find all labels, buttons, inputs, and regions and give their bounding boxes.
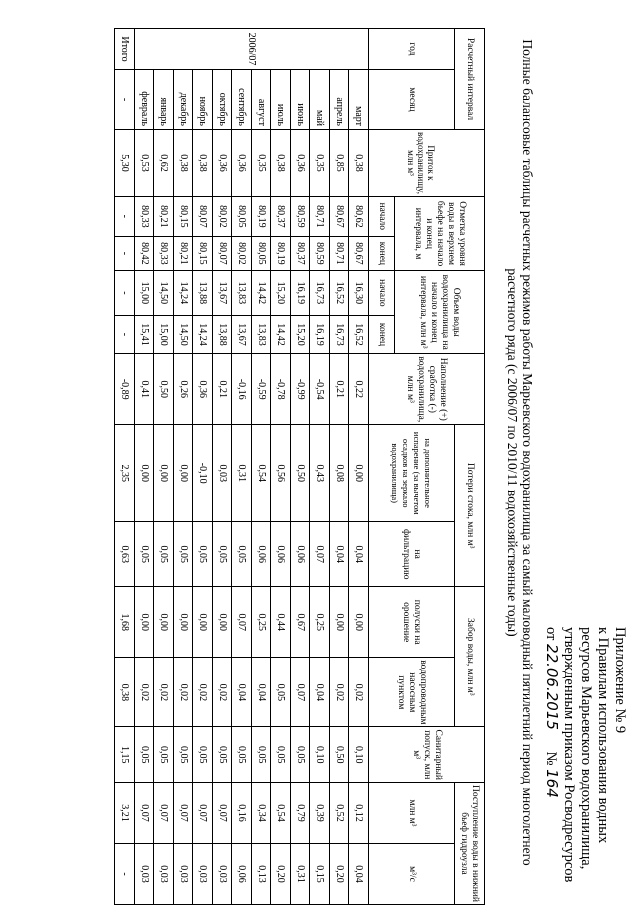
value-cell-flow: 0,20 [271, 844, 291, 905]
value-cell-vol_e: 16,52 [349, 315, 369, 354]
total-cell-san: 1,15 [115, 727, 135, 783]
value-cell-filt: 0,06 [252, 522, 272, 587]
value-cell-evap: 0,54 [252, 425, 272, 522]
table-row [310, 29, 330, 905]
value-cell-vol_s: 15,20 [271, 271, 291, 315]
value-cell-ws: 0,02 [154, 658, 174, 727]
value-cell-san: 0,05 [252, 727, 272, 783]
value-cell-down: 0,07 [174, 783, 194, 844]
header-m3s: м³/с [369, 844, 455, 905]
value-cell-vol_e: 14,50 [174, 315, 194, 354]
value-cell-lvl_e: 80,07 [213, 236, 233, 271]
value-cell-ws: 0,02 [174, 658, 194, 727]
value-cell-acc: 0,26 [174, 354, 194, 425]
value-cell-vol_e: 13,83 [252, 315, 272, 354]
value-cell-down: 0,07 [135, 783, 155, 844]
handwritten-date: 22.06.2015 [543, 644, 561, 730]
value-cell-filt: 0,05 [135, 522, 155, 587]
value-cell-inflow: 0,35 [252, 130, 272, 197]
month-cell: сентябрь [232, 70, 252, 130]
value-cell-vol_e: 15,41 [135, 315, 155, 354]
table-row [330, 29, 350, 905]
total-cell-month: - [115, 70, 135, 130]
header-level-end: конец [369, 236, 395, 271]
value-cell-evap: 0,03 [213, 425, 233, 522]
value-cell-lvl_s: 80,21 [154, 196, 174, 236]
value-cell-acc: -0,99 [291, 354, 311, 425]
value-cell-flow: 0,13 [252, 844, 272, 905]
total-cell-acc: -0,89 [115, 354, 135, 425]
value-cell-san: 0,05 [232, 727, 252, 783]
value-cell-vol_e: 15,00 [154, 315, 174, 354]
month-cell: апрель [330, 70, 350, 130]
balance-table [115, 28, 486, 905]
month-cell: декабрь [174, 70, 194, 130]
value-cell-evap: -0,10 [193, 425, 213, 522]
table-row [213, 29, 233, 905]
value-cell-san: 0,05 [213, 727, 233, 783]
value-cell-inflow: 0,36 [232, 130, 252, 197]
appendix-header [542, 627, 628, 883]
value-cell-lvl_s: 80,33 [135, 196, 155, 236]
value-cell-lvl_s: 80,37 [271, 196, 291, 236]
header-level: Отметка уровня воды в верхнем бьефе на начало и конец интервала, м [395, 196, 485, 270]
value-cell-evap: 0,00 [154, 425, 174, 522]
value-cell-vol_e: 15,20 [291, 315, 311, 354]
table-row [252, 29, 272, 905]
header-losses: Потери стока, млн м³ [455, 425, 485, 587]
value-cell-vol_e: 13,88 [213, 315, 233, 354]
header-month: месяц [369, 70, 455, 130]
value-cell-inflow: 0,62 [154, 130, 174, 197]
value-cell-filt: 0,05 [213, 522, 233, 587]
total-cell-ws: 0,38 [115, 658, 135, 727]
total-cell-irr: 1,68 [115, 587, 135, 658]
header-level-start: начало [369, 196, 395, 236]
value-cell-san: 0,05 [291, 727, 311, 783]
month-cell: июнь [291, 70, 311, 130]
value-cell-inflow: 0,85 [330, 130, 350, 197]
header-accumulation: Наполнение (+) сработка (-) водохранилища, млн м³ [369, 354, 485, 425]
month-cell: январь [154, 70, 174, 130]
header-filtration: на фильтрацию [369, 522, 455, 587]
value-cell-lvl_e: 80,59 [310, 236, 330, 271]
value-cell-ws: 0,04 [310, 658, 330, 727]
value-cell-filt: 0,05 [193, 522, 213, 587]
value-cell-vol_s: 16,52 [330, 271, 350, 315]
value-cell-san: 0,05 [193, 727, 213, 783]
value-cell-down: 0,12 [349, 783, 369, 844]
value-cell-lvl_e: 80,42 [135, 236, 155, 271]
value-cell-flow: 0,03 [193, 844, 213, 905]
value-cell-filt: 0,05 [174, 522, 194, 587]
header-volume-start: начало [369, 271, 395, 315]
value-cell-flow: 0,04 [349, 844, 369, 905]
value-cell-lvl_s: 80,15 [174, 196, 194, 236]
value-cell-evap: 0,56 [271, 425, 291, 522]
value-cell-lvl_e: 80,15 [193, 236, 213, 271]
month-cell: июль [271, 70, 291, 130]
appendix-line1: Приложение № 9 [612, 627, 628, 734]
value-cell-vol_s: 13,83 [232, 271, 252, 315]
value-cell-lvl_s: 80,62 [349, 196, 369, 236]
value-cell-lvl_e: 80,19 [271, 236, 291, 271]
value-cell-flow: 0,06 [232, 844, 252, 905]
table-row [291, 29, 311, 905]
value-cell-down: 0,34 [252, 783, 272, 844]
value-cell-acc: 0,41 [135, 354, 155, 425]
value-cell-irr: 0,25 [310, 587, 330, 658]
value-cell-vol_s: 14,24 [174, 271, 194, 315]
value-cell-acc: 0,36 [193, 354, 213, 425]
value-cell-filt: 0,04 [330, 522, 350, 587]
value-cell-lvl_s: 80,02 [213, 196, 233, 236]
value-cell-irr: 0,67 [291, 587, 311, 658]
value-cell-acc: 0,21 [330, 354, 350, 425]
month-cell: ноябрь [193, 70, 213, 130]
total-label: Итого [115, 29, 135, 70]
value-cell-down: 0,39 [310, 783, 330, 844]
value-cell-vol_e: 13,67 [232, 315, 252, 354]
value-cell-acc: 0,22 [349, 354, 369, 425]
value-cell-san: 0,05 [174, 727, 194, 783]
value-cell-filt: 0,04 [349, 522, 369, 587]
handwritten-number: 164 [543, 769, 561, 798]
value-cell-ws: 0,02 [193, 658, 213, 727]
value-cell-flow: 0,31 [291, 844, 311, 905]
value-cell-evap: 0,00 [174, 425, 194, 522]
year-cell: 2006/07 [135, 29, 369, 70]
month-cell: октябрь [213, 70, 233, 130]
total-cell-down: 3,21 [115, 783, 135, 844]
appendix-date-line: от 22.06.2015 № 164 [543, 627, 561, 798]
value-cell-san: 0,05 [154, 727, 174, 783]
value-cell-flow: 0,03 [135, 844, 155, 905]
value-cell-inflow: 0,38 [193, 130, 213, 197]
header-evaporation: на дополнительное испарение (за вычетом осадков на зеркало водохранилища) [369, 425, 455, 522]
value-cell-san: 0,50 [330, 727, 350, 783]
table-row [271, 29, 291, 905]
value-cell-acc: 0,50 [154, 354, 174, 425]
value-cell-lvl_e: 80,33 [154, 236, 174, 271]
value-cell-acc: -0,59 [252, 354, 272, 425]
value-cell-ws: 0,02 [135, 658, 155, 727]
header-sanitary: Санитарный попуск, млн м³ [369, 727, 485, 783]
value-cell-ws: 0,05 [271, 658, 291, 727]
value-cell-irr: 0,00 [174, 587, 194, 658]
value-cell-inflow: 0,38 [271, 130, 291, 197]
document-title: Полные балансовые таблицы расчетных режимов работы Марьевского водохранилища за самый маловодный пятилетний период многолетнего расчетного ряда (с 2006/07 по 2010/11 водохозяйственные годы) [505, 39, 535, 866]
table-row [135, 29, 155, 905]
value-cell-lvl_s: 80,71 [310, 196, 330, 236]
value-cell-down: 0,07 [154, 783, 174, 844]
value-cell-vol_s: 16,19 [291, 271, 311, 315]
total-cell-filt: 0,63 [115, 522, 135, 587]
total-cell-vol_e: - [115, 315, 135, 354]
value-cell-down: 0,16 [232, 783, 252, 844]
value-cell-lvl_e: 80,05 [252, 236, 272, 271]
value-cell-inflow: 0,53 [135, 130, 155, 197]
value-cell-vol_s: 16,30 [349, 271, 369, 315]
appendix-line4: утвержденным приказом Росводресурсов [561, 627, 577, 883]
value-cell-acc: -0,78 [271, 354, 291, 425]
value-cell-flow: 0,03 [213, 844, 233, 905]
value-cell-vol_e: 14,24 [193, 315, 213, 354]
value-cell-inflow: 0,36 [213, 130, 233, 197]
value-cell-san: 0,10 [310, 727, 330, 783]
value-cell-ws: 0,02 [349, 658, 369, 727]
value-cell-filt: 0,05 [232, 522, 252, 587]
header-withdrawal: Забор воды, млн м³ [455, 587, 485, 727]
table-row [349, 29, 369, 905]
total-cell-lvl_e: - [115, 236, 135, 271]
month-cell: февраль [135, 70, 155, 130]
table-row [154, 29, 174, 905]
value-cell-lvl_s: 80,05 [232, 196, 252, 236]
header-irrigation: полуски на орошение [369, 587, 455, 658]
value-cell-san: 0,05 [135, 727, 155, 783]
value-cell-vol_s: 15,00 [135, 271, 155, 315]
value-cell-irr: 0,00 [330, 587, 350, 658]
value-cell-vol_s: 16,73 [310, 271, 330, 315]
value-cell-flow: 0,03 [154, 844, 174, 905]
month-cell: май [310, 70, 330, 130]
value-cell-irr: 0,00 [154, 587, 174, 658]
value-cell-evap: 0,08 [330, 425, 350, 522]
value-cell-inflow: 0,35 [310, 130, 330, 197]
value-cell-vol_s: 14,42 [252, 271, 272, 315]
value-cell-evap: 0,00 [349, 425, 369, 522]
month-cell: август [252, 70, 272, 130]
value-cell-down: 0,52 [330, 783, 350, 844]
total-cell-inflow: 5,30 [115, 130, 135, 197]
value-cell-filt: 0,06 [291, 522, 311, 587]
total-cell-vol_s: - [115, 271, 135, 315]
value-cell-flow: 0,20 [330, 844, 350, 905]
table-body [115, 29, 369, 905]
value-cell-irr: 0,00 [135, 587, 155, 658]
value-cell-ws: 0,04 [232, 658, 252, 727]
header-inflow: Приток к водохранилищу, млн м³ [369, 130, 485, 197]
value-cell-filt: 0,05 [154, 522, 174, 587]
value-cell-down: 0,07 [213, 783, 233, 844]
value-cell-evap: 0,31 [232, 425, 252, 522]
total-row [115, 29, 135, 905]
value-cell-irr: 0,44 [271, 587, 291, 658]
value-cell-filt: 0,06 [271, 522, 291, 587]
value-cell-filt: 0,07 [310, 522, 330, 587]
value-cell-vol_s: 13,67 [213, 271, 233, 315]
value-cell-lvl_e: 80,02 [232, 236, 252, 271]
value-cell-lvl_e: 80,37 [291, 236, 311, 271]
total-cell-evap: 2,35 [115, 425, 135, 522]
value-cell-irr: 0,00 [193, 587, 213, 658]
value-cell-inflow: 0,36 [291, 130, 311, 197]
value-cell-irr: 0,07 [232, 587, 252, 658]
value-cell-lvl_s: 80,07 [193, 196, 213, 236]
value-cell-lvl_e: 80,21 [174, 236, 194, 271]
header-volume: Объем воды водохранилища на начало и конец интервала, млн м³ [395, 271, 485, 354]
value-cell-inflow: 0,38 [174, 130, 194, 197]
total-cell-flow: - [115, 844, 135, 905]
value-cell-evap: 0,00 [135, 425, 155, 522]
header-water-supply: водопроводным насосным пунктом [369, 658, 455, 727]
value-cell-evap: 0,43 [310, 425, 330, 522]
value-cell-down: 0,79 [291, 783, 311, 844]
value-cell-flow: 0,03 [174, 844, 194, 905]
value-cell-acc: -0,16 [232, 354, 252, 425]
appendix-line2: к Правилам использования водных [595, 627, 611, 844]
header-interval: Расчетный интервал [455, 29, 485, 130]
table-row [174, 29, 194, 905]
value-cell-ws: 0,02 [213, 658, 233, 727]
total-cell-lvl_s: - [115, 196, 135, 236]
value-cell-irr: 0,00 [349, 587, 369, 658]
value-cell-lvl_e: 80,67 [349, 236, 369, 271]
value-cell-vol_e: 16,19 [310, 315, 330, 354]
value-cell-vol_e: 16,73 [330, 315, 350, 354]
value-cell-inflow: 0,38 [349, 130, 369, 197]
value-cell-vol_s: 14,50 [154, 271, 174, 315]
value-cell-san: 0,05 [271, 727, 291, 783]
value-cell-vol_e: 14,42 [271, 315, 291, 354]
value-cell-acc: 0,21 [213, 354, 233, 425]
value-cell-down: 0,54 [271, 783, 291, 844]
appendix-line3: ресурсов Марьевского водохранилища, [578, 627, 594, 870]
header-volume-end: конец [369, 315, 395, 354]
value-cell-lvl_s: 80,19 [252, 196, 272, 236]
header-mln-m3: млн м³ [369, 783, 455, 844]
value-cell-irr: 0,25 [252, 587, 272, 658]
header-downstream: Поступление воды в нижний бьеф гидроузла [455, 783, 485, 905]
value-cell-lvl_s: 80,67 [330, 196, 350, 236]
value-cell-acc: -0,54 [310, 354, 330, 425]
value-cell-evap: 0,50 [291, 425, 311, 522]
value-cell-flow: 0,15 [310, 844, 330, 905]
value-cell-lvl_e: 80,71 [330, 236, 350, 271]
value-cell-san: 0,10 [349, 727, 369, 783]
month-cell: март [349, 70, 369, 130]
value-cell-ws: 0,04 [252, 658, 272, 727]
header-year: год [369, 29, 455, 70]
value-cell-ws: 0,02 [330, 658, 350, 727]
value-cell-vol_s: 13,88 [193, 271, 213, 315]
value-cell-down: 0,07 [193, 783, 213, 844]
table-row [232, 29, 252, 905]
value-cell-irr: 0,00 [213, 587, 233, 658]
value-cell-lvl_s: 80,59 [291, 196, 311, 236]
value-cell-ws: 0,07 [291, 658, 311, 727]
table-row [193, 29, 213, 905]
